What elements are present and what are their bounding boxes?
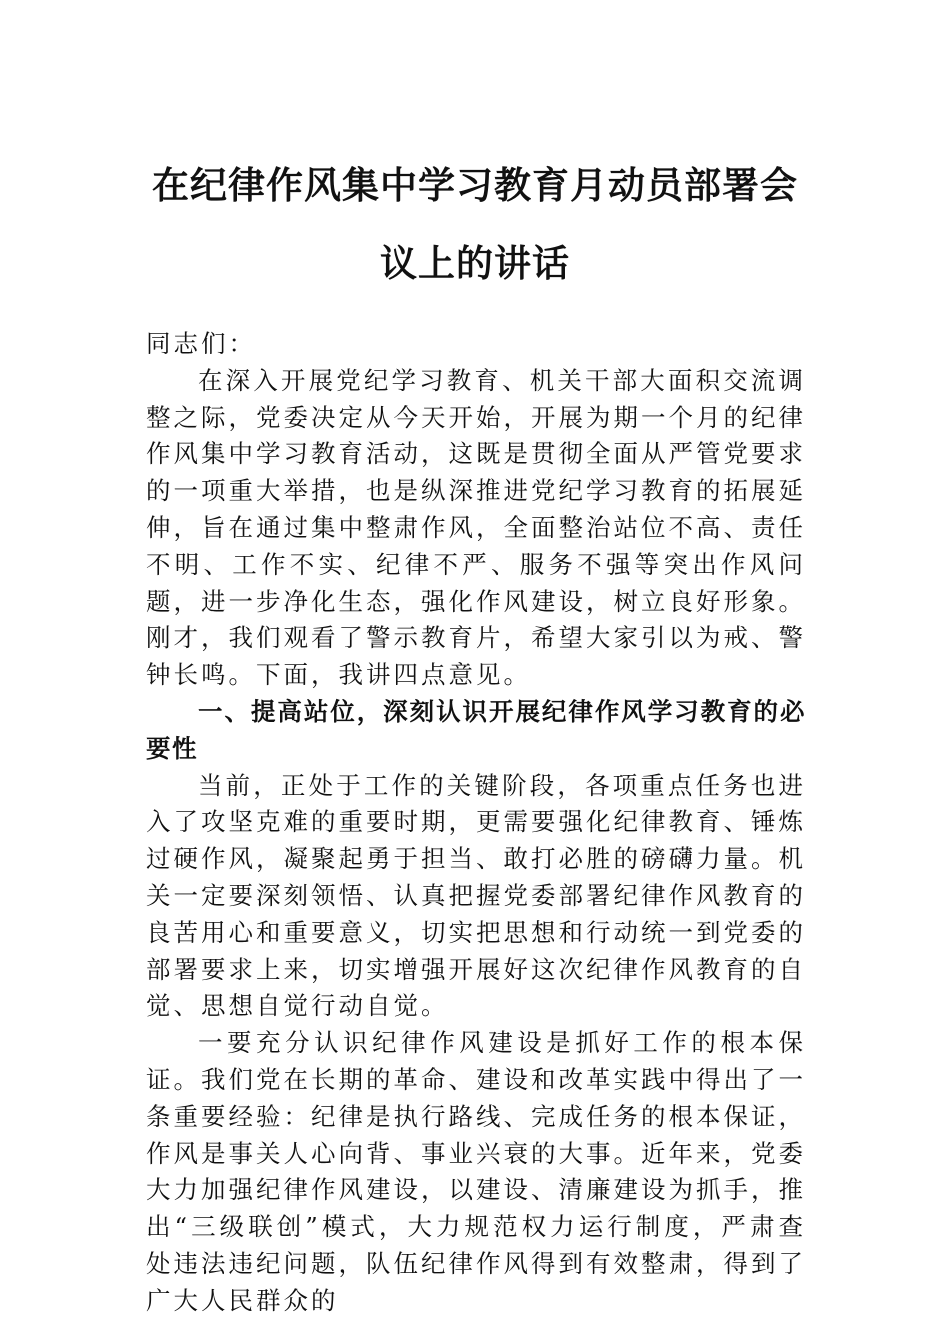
document-title: 在纪律作风集中学习教育月动员部署会议上的讲话 bbox=[152, 163, 798, 285]
section-paragraph: 一要充分认识纪律作风建设是抓好工作的根本保证。我们党在长期的革命、建设和改革实践中得出了一条重要经验：纪律是执行路线、完成任务的根本保证，作风是事关人心向背、事业兴衰的大事。近年来，党委大力加强纪律作风建设，以建设、清廉建设为抓手，推出“三级联创”模式，大力规范权力运行制度，严肃查处违法违纪问题，队伍纪律作风得到有效整肃，得到了广大人民群众的 bbox=[146, 1028, 806, 1315]
section-paragraph: 当前，正处于工作的关键阶段，各项重点任务也进入了攻坚克难的重要时期，更需要强化纪律教育、锤炼过硬作风，凝聚起勇于担当、敢打必胜的磅礴力量。机关一定要深刻领悟、认真把握党委部署纪律作风教育的良苦用心和重要意义，切实把思想和行动统一到党委的部署要求上来，切实增强开展好这次纪律作风教育的自觉、思想自觉行动自觉。 bbox=[146, 770, 806, 1021]
intro-paragraph: 在深入开展党纪学习教育、机关干部大面积交流调整之际，党委决定从今天开始，开展为期一个月的纪律作风集中学习教育活动，这既是贯彻全面从严管党要求的一项重大举措，也是纵深推进党纪学习教育的拓展延伸，旨在通过集中整肃作风，全面整治站位不高、责任不明、工作不实、纪律不严、服务不强等突出作风问题，进一步净化生态，强化作风建设，树立良好形象。刚才，我们观看了警示教育片，希望大家引以为戒、警钟长鸣。下面，我讲四点意见。 bbox=[146, 365, 806, 690]
document-body bbox=[146, 326, 806, 1320]
salutation: 同志们： bbox=[146, 329, 256, 358]
section-heading: 一、提高站位，深刻认识开展纪律作风学习教育的必要性 bbox=[146, 696, 806, 763]
